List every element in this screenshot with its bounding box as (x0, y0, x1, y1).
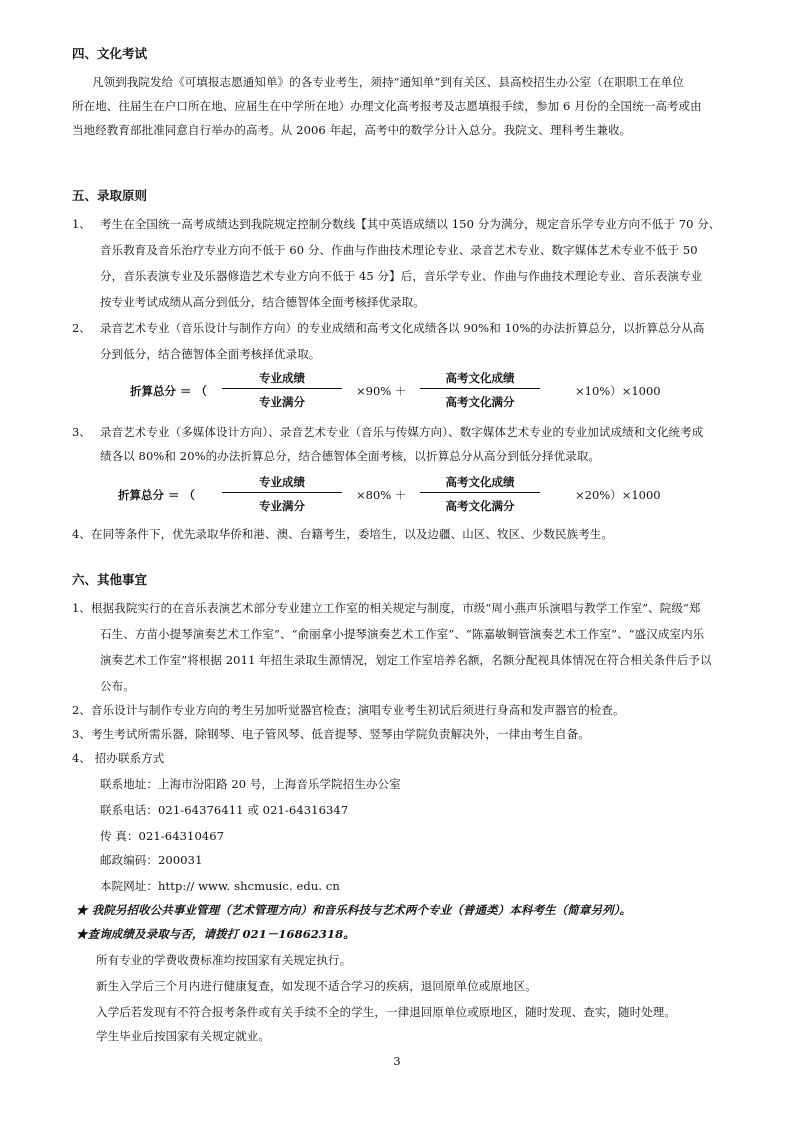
sec6-item4-title: 4、 招办联系方式 (72, 751, 165, 765)
formula2-lhs: 折算总分 ＝ （ (118, 488, 196, 502)
page-number: 3 (393, 1054, 401, 1068)
formula1-mul-1: ×90% ＋ (356, 384, 407, 398)
formula1-denominator-1: 专业满分 (259, 395, 305, 409)
section-5-heading: 五、录取原则 (72, 188, 148, 203)
sec4-line-3: 当地经教育部批准同意自行举办的高考。从 2006 年起，高考中的数学分计入总分。我院文、理科考生兼收。 (72, 123, 632, 137)
sec5-item1-line-3: 分，音乐表演专业及乐器修造艺术专业方向不低于 45 分】后，音乐学专业、作曲与作曲技术理论专业、音乐表演专业 (100, 269, 703, 283)
section-4-heading: 四、文化考试 (72, 46, 148, 61)
sec4-line-1: 凡领到我院发给《可填报志愿通知单》的各专业考生，须持“通知单”到有关区、县高校招生办公室（在职职工在单位 (92, 75, 684, 89)
fraction-bar (420, 388, 540, 389)
rule-health-check: 新生入学后三个月内进行健康复查，如发现不适合学习的疾病，退回原单位或原地区。 (96, 979, 537, 993)
sec5-item3-line-2: 绩各以 80%和 20%的办法折算总分，结合德智体全面考核，以折算总分从高分到低分择优录取。 (100, 449, 601, 463)
contact-fax: 传 真：021-64310467 (100, 829, 225, 843)
formula-80-20 (0, 474, 794, 514)
formula2-denominator-2: 高考文化满分 (445, 499, 515, 513)
rule-employment: 学生毕业后按国家有关规定就业。 (96, 1029, 270, 1043)
sec6-item1-line-2: 石生、方苗小提琴演奏艺术工作室”、“俞丽拿小提琴演奏艺术工作室”、“陈嘉敏铜管演奏艺术工作室”、“盛汉成室内乐 (100, 627, 705, 641)
sec5-item1-line-4: 按专业考试成绩从高分到低分，结合德智体全面考核择优录取。 (100, 295, 425, 309)
formula1-numerator-2: 高考文化成绩 (445, 371, 515, 385)
sec6-item1-line-3: 演奏艺术工作室”将根据 2011 年招生录取生源情况，划定工作室培养名额，名额分配视具体情况在符合相关条件后予以 (100, 653, 712, 667)
formula1-numerator-1: 专业成绩 (259, 371, 305, 385)
formula2-mul-1: ×80% ＋ (356, 488, 407, 502)
sec5-item1-num: 1、 (72, 217, 92, 231)
sec5-item2-line-1: 录音艺术专业（音乐设计与制作方向）的专业成绩和高考文化成绩各以 90%和 10%的办法折算总分，以折算总分从高 (100, 321, 705, 335)
formula-90-10 (0, 370, 794, 410)
sec6-item1-line-1: 1、根据我院实行的在音乐表演艺术部分专业建立工作室的相关规定与制度，市级“周小燕声乐演唱与教学工作室”、院级“郑 (72, 601, 701, 615)
formula1-lhs: 折算总分 ＝ （ (130, 384, 208, 398)
formula2-denominator-1: 专业满分 (259, 499, 305, 513)
sec5-item1-line-1: 考生在全国统一高考成绩达到我院规定控制分数线【其中英语成绩以 150 分为满分，规定音乐学专业方向不低于 70 分、 (100, 217, 721, 231)
rule-eligibility: 入学后若发现有不符合报考条件或有关手续不全的学生，一律退回原单位或原地区，随时发现、查实，随时处理。 (96, 1005, 676, 1019)
sec5-item2-num: 2、 (72, 321, 92, 335)
sec6-item3: 3、考生考试所需乐器，除钢琴、电子管风琴、低音提琴、竖琴由学院负责解决外，一律由考生自备。 (72, 727, 590, 741)
sec6-item2: 2、音乐设计与制作专业方向的考生另加听觉器官检查；演唱专业考生初试后须进行身高和发声器官的检查。 (72, 703, 625, 717)
contact-address: 联系地址：上海市汾阳路 20 号，上海音乐学院招生办公室 (100, 777, 401, 791)
sec4-line-2: 所在地、往届生在户口所在地、应届生在中学所在地）办理文化高考报考及志愿填报手续，参加 6 月份的全国统一高考或由 (72, 99, 702, 113)
notice-other-majors: ★ 我院另招收公共事业管理（艺术管理方向）和音乐科技与艺术两个专业（普通类）本科考生（简章另列）。 (76, 903, 632, 917)
fraction-bar (420, 492, 540, 493)
contact-postcode: 邮政编码：200031 (100, 853, 203, 867)
formula1-mul-2: ×10%）×1000 (575, 384, 661, 398)
rule-tuition: 所有专业的学费收费标准均按国家有关规定执行。 (96, 953, 352, 967)
sec5-item2-line-2: 分到低分，结合德智体全面考核择优录取。 (100, 347, 321, 361)
fraction-bar (222, 492, 342, 493)
sec5-item4: 4、在同等条件下，优先录取华侨和港、澳、台籍考生，委培生，以及边疆、山区、牧区、少数民族考生。 (72, 527, 614, 541)
fraction-bar (222, 388, 342, 389)
formula2-mul-2: ×20%）×1000 (575, 488, 661, 502)
sec5-item3-line-1: 录音艺术专业（多媒体设计方向）、录音艺术专业（音乐与传媒方向）、数字媒体艺术专业的专业加试成绩和文化统考成 (100, 425, 704, 439)
sec5-item1-line-2: 音乐教育及音乐治疗专业方向不低于 60 分、作曲与作曲技术理论专业、录音艺术专业、数字媒体艺术专业不低于 50 (100, 243, 698, 257)
formula2-numerator-1: 专业成绩 (259, 475, 305, 489)
section-6-heading: 六、其他事宜 (72, 572, 148, 587)
sec5-item3-num: 3、 (72, 425, 92, 439)
contact-website[interactable]: 本院网址：http:// www. shcmusic. edu. cn (100, 879, 340, 893)
sec6-item1-line-4: 公布。 (100, 679, 135, 693)
formula2-numerator-2: 高考文化成绩 (445, 475, 515, 489)
contact-phone: 联系电话：021-64376411 或 021-64316347 (100, 803, 349, 817)
notice-score-query: ★查询成绩及录取与否，请拨打 021－16862318。 (76, 927, 355, 941)
formula1-denominator-2: 高考文化满分 (445, 395, 515, 409)
